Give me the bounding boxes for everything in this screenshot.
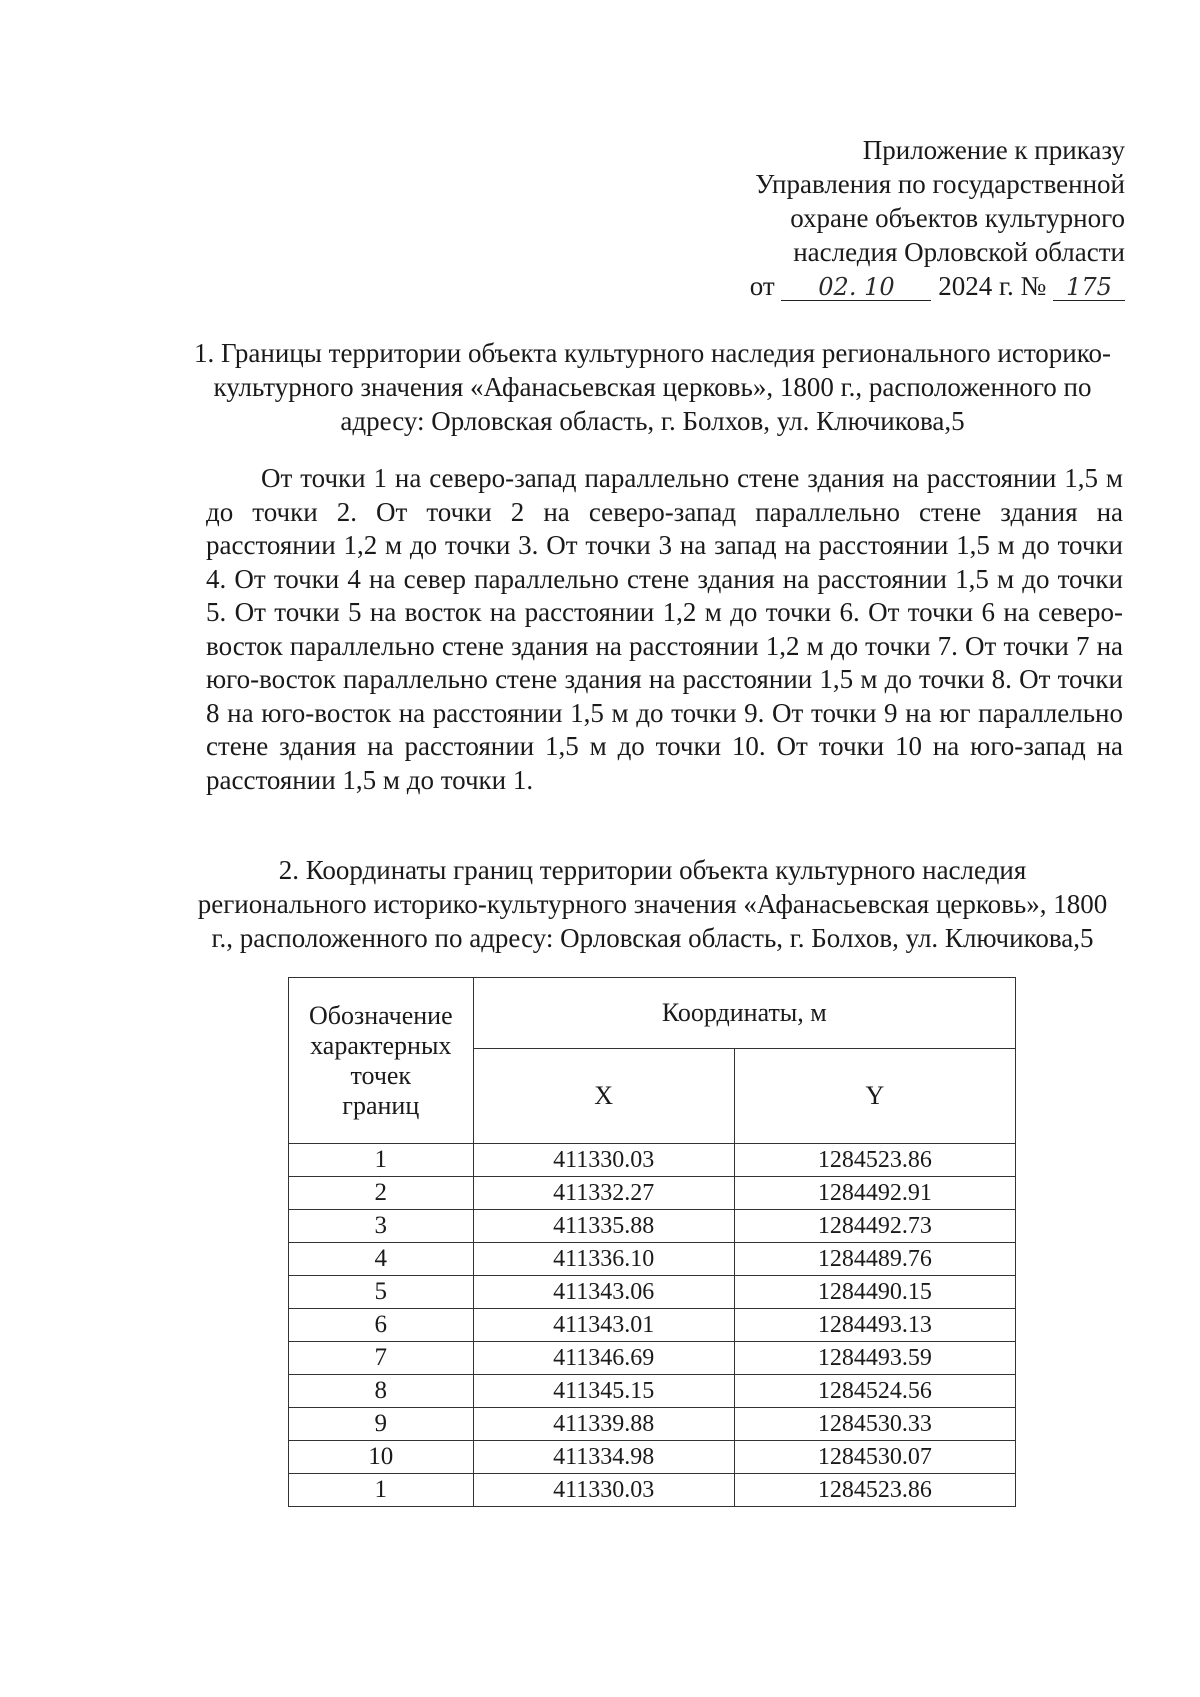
section-1-title-line-3: адресу: Орловская область, г. Болхов, ул. Ключикова,5 (340, 406, 965, 436)
coordinates-table-body (289, 1144, 1016, 1507)
header-x: X (473, 1049, 734, 1144)
point-cell: 1 (289, 1474, 474, 1507)
y-cell: 1284492.73 (734, 1210, 1015, 1243)
point-cell: 8 (289, 1375, 474, 1408)
table-row (289, 1243, 1016, 1276)
x-cell: 411343.06 (473, 1276, 734, 1309)
section-1-title (160, 336, 1145, 438)
table-row (289, 1309, 1016, 1342)
x-cell: 411343.01 (473, 1309, 734, 1342)
x-cell: 411330.03 (473, 1144, 734, 1177)
table-row (289, 1408, 1016, 1441)
y-cell: 1284524.56 (734, 1375, 1015, 1408)
table-row (289, 1342, 1016, 1375)
order-date-line (600, 269, 1125, 303)
x-cell: 411335.88 (473, 1210, 734, 1243)
section-1-title-line-2: культурного значения «Афанасьевская церковь», 1800 г., расположенного по (213, 372, 1092, 402)
section-2-title-line-2: регионального историко-культурного значения «Афанасьевская церковь», 1800 (197, 889, 1108, 919)
appendix-line-2: Управления по государственной (755, 169, 1125, 199)
header-y: Y (734, 1049, 1015, 1144)
header-points-line-2: характерных (310, 1030, 452, 1060)
point-cell: 1 (289, 1144, 474, 1177)
x-cell: 411336.10 (473, 1243, 734, 1276)
table-row (289, 1276, 1016, 1309)
handwritten-date: 02. 10 (781, 274, 931, 301)
x-cell: 411339.88 (473, 1408, 734, 1441)
point-cell: 6 (289, 1309, 474, 1342)
y-cell: 1284523.86 (734, 1144, 1015, 1177)
y-cell: 1284489.76 (734, 1243, 1015, 1276)
header-points-line-3: точек (350, 1060, 412, 1090)
table-row (289, 1441, 1016, 1474)
appendix-line-4: наследия Орловской области (793, 237, 1125, 267)
y-cell: 1284523.86 (734, 1474, 1015, 1507)
header-coordinates: Координаты, м (473, 978, 1015, 1049)
handwritten-order-number: 175 (1053, 274, 1125, 301)
header-points-line-1: Обозначение (308, 1000, 453, 1030)
boundary-description: От точки 1 на северо-запад параллельно стене здания на расстоянии 1,5 м до точки 2. От точки 2 на северо-запад параллельно стене здания на расстоянии 1,2 м до точки 3. От точки 3 на запад на расстоянии 1,5 м до точки 4. От точки 4 на север параллельно стене здания на расстоянии 1,5 м до точки 5. От точки 5 на восток на расстоянии 1,2 м до точки 6. От точки 6 на северо-восток параллельно стене здания на расстоянии 1,2 м до точки 7. От точки 7 на юго-восток параллельно стене здания на расстоянии 1,5 м до точки 8. От точки 8 на юго-восток на расстоянии 1,5 м до точки 9. От точки 9 на юг параллельно стене здания на расстоянии 1,5 м до точки 10. От точки 10 на юго-запад на расстоянии 1,5 м до точки 1. (206, 463, 1123, 795)
section-2-title-line-3: г., расположенного по адресу: Орловская область, г. Болхов, ул. Ключикова,5 (211, 923, 1094, 953)
table-row (289, 1177, 1016, 1210)
point-cell: 4 (289, 1243, 474, 1276)
point-cell: 2 (289, 1177, 474, 1210)
table-row (289, 1144, 1016, 1177)
x-cell: 411346.69 (473, 1342, 734, 1375)
y-cell: 1284493.59 (734, 1342, 1015, 1375)
coordinates-table (288, 977, 1016, 1507)
y-cell: 1284530.33 (734, 1408, 1015, 1441)
table-row (289, 1375, 1016, 1408)
year-text: 2024 г. № (938, 271, 1047, 301)
appendix-header (600, 133, 1125, 303)
appendix-line-3: охране объектов культурного (790, 203, 1125, 233)
header-points-line-4: границ (342, 1090, 420, 1120)
y-cell: 1284530.07 (734, 1441, 1015, 1474)
x-cell: 411334.98 (473, 1441, 734, 1474)
header-boundary-points (289, 978, 474, 1144)
y-cell: 1284492.91 (734, 1177, 1015, 1210)
section-2-title-line-1: 2. Координаты границ территории объекта культурного наследия (278, 855, 1027, 885)
x-cell: 411330.03 (473, 1474, 734, 1507)
point-cell: 9 (289, 1408, 474, 1441)
section-1-title-line-1: 1. Границы территории объекта культурного наследия регионального историко- (194, 338, 1111, 368)
appendix-line-1: Приложение к приказу (862, 135, 1125, 165)
x-cell: 411345.15 (473, 1375, 734, 1408)
date-prefix: от (749, 271, 775, 301)
y-cell: 1284490.15 (734, 1276, 1015, 1309)
point-cell: 10 (289, 1441, 474, 1474)
table-row (289, 1474, 1016, 1507)
point-cell: 3 (289, 1210, 474, 1243)
table-row (289, 1210, 1016, 1243)
point-cell: 7 (289, 1342, 474, 1375)
point-cell: 5 (289, 1276, 474, 1309)
x-cell: 411332.27 (473, 1177, 734, 1210)
y-cell: 1284493.13 (734, 1309, 1015, 1342)
section-2-title (160, 853, 1145, 955)
